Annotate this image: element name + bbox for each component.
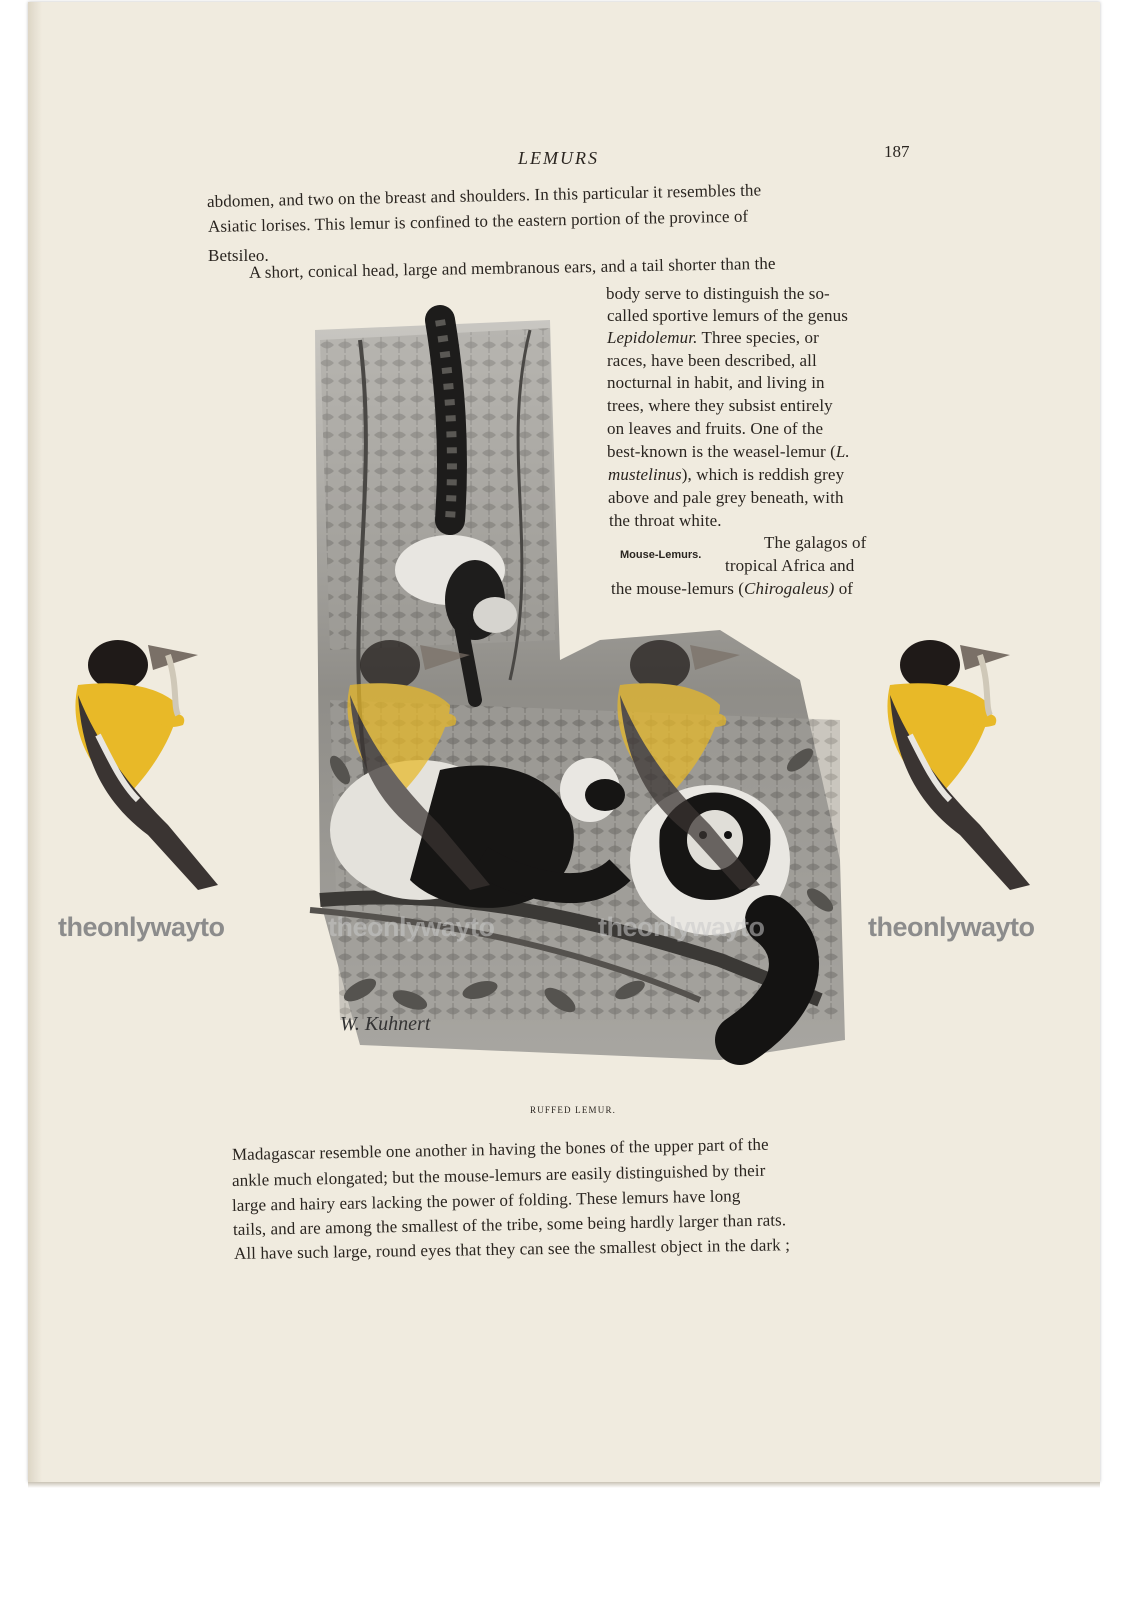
watermark-text: theonlywayto bbox=[58, 912, 225, 942]
figure-caption: RUFFED LEMUR. bbox=[530, 1105, 617, 1115]
text-line: Asiatic lorises. This lemur is confined to the eastern portion of the province of bbox=[207, 206, 749, 236]
text-line: the throat white. bbox=[609, 511, 722, 530]
watermark-bird-icon bbox=[330, 625, 500, 895]
page-number: 187 bbox=[884, 142, 910, 161]
watermark-text: theonlywayto bbox=[598, 912, 765, 942]
side-heading: Mouse-Lemurs. bbox=[620, 549, 702, 561]
text-line: ankle much elongated; but the mouse-lemurs are easily distinguished by their bbox=[231, 1160, 766, 1190]
text-line: called sportive lemurs of the genus bbox=[607, 306, 848, 325]
watermark-bird-icon bbox=[600, 625, 770, 895]
text-line: The galagos of bbox=[764, 533, 867, 552]
page-binding-shade bbox=[28, 2, 42, 1482]
text-line: mustelinus), which is reddish grey bbox=[608, 465, 845, 484]
text-line: abdomen, and two on the breast and shoulders. In this particular it resembles the bbox=[206, 180, 762, 211]
text-line: large and hairy ears lacking the power of folding. These lemurs have long bbox=[231, 1186, 741, 1215]
text-line: best-known is the weasel-lemur (L. bbox=[607, 442, 850, 461]
watermark-bird-icon bbox=[58, 625, 228, 895]
text-line: races, have been described, all bbox=[607, 351, 817, 370]
watermark-bird-icon bbox=[870, 625, 1040, 895]
page-bottom-edge bbox=[28, 1482, 1100, 1488]
text-line: body serve to distinguish the so- bbox=[606, 284, 830, 303]
text-line: above and pale grey beneath, with bbox=[608, 488, 844, 507]
text-line: the mouse-lemurs (Chirogaleus) of bbox=[611, 579, 854, 598]
artist-signature: W. Kuhnert bbox=[340, 1013, 431, 1035]
text-line: Madagascar resemble one another in having the bones of the upper part of the bbox=[231, 1134, 769, 1164]
text-line: tropical Africa and bbox=[725, 556, 855, 575]
text-line: Betsileo. bbox=[208, 246, 269, 265]
watermark-text: theonlywayto bbox=[328, 912, 495, 942]
text-line: A short, conical head, large and membranous ears, and a tail shorter than the bbox=[248, 253, 776, 282]
text-line: tails, and are among the smallest of the tribe, some being hardly larger than rats. bbox=[232, 1210, 787, 1239]
text-line: on leaves and fruits. One of the bbox=[607, 419, 824, 438]
running-head: LEMURS bbox=[518, 148, 599, 168]
genus-name: Lepidolemur. bbox=[607, 328, 698, 347]
watermark-text: theonlywayto bbox=[868, 912, 1035, 942]
text-line: All have such large, round eyes that they can see the smallest object in the dark ; bbox=[233, 1235, 791, 1263]
text-line: nocturnal in habit, and living in bbox=[607, 373, 825, 392]
text-line: trees, where they subsist entirely bbox=[607, 396, 833, 415]
text-line: Lepidolemur. Three species, or bbox=[607, 328, 819, 347]
